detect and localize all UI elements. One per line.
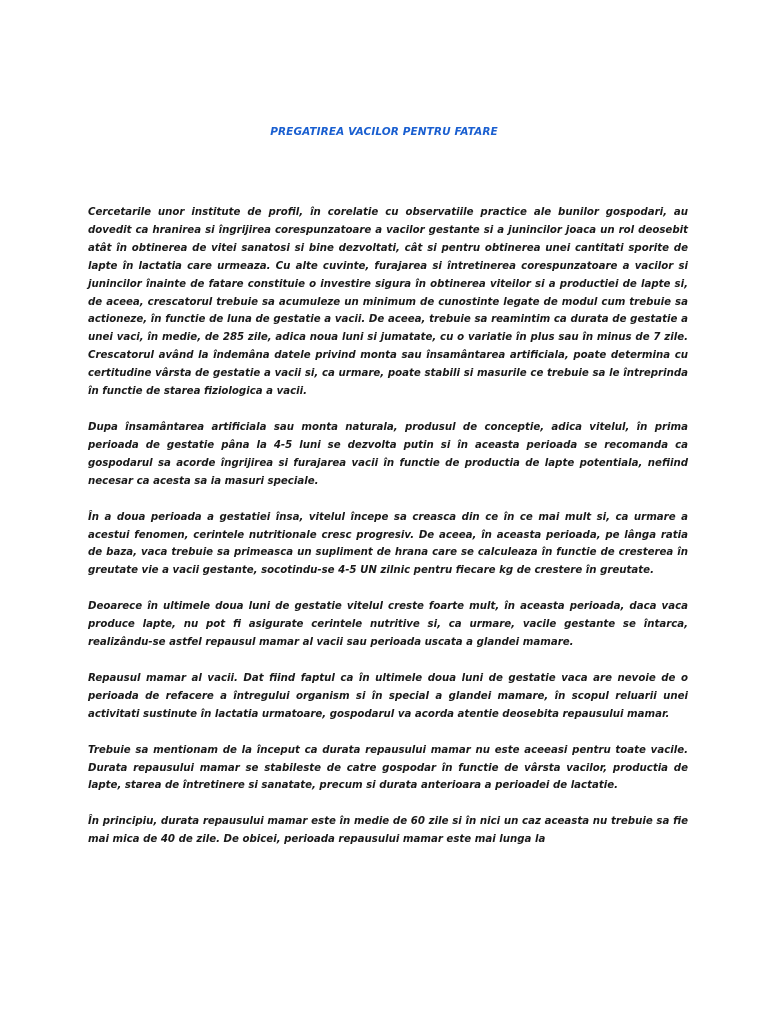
paragraph: Deoarece în ultimele doua luni de gestatie vitelul creste foarte mult, în aceasta perioada, daca vaca produce lapte, nu pot fi asigurate cerintele nutritive si, ca urmare, vacile gestante se întarca, realizându-se astfel repausul mamar al vacii sau perioada uscata a glandei mamare. [88,601,688,649]
paragraph: În a doua perioada a gestatiei însa, vitelul începe sa creasca din ce în ce mai mult si, ca urmare a acestui fenomen, cerintele nutritionale cresc progresiv. De aceea, în aceasta perioada, pe lânga ratia de baza, vaca trebuie sa primeasca un supliment de hrana care se calculeaza în functie de cresterea în greutate vie a vacii gestante, socotindu-se 4-5 UN zilnic pentru fiecare kg de crestere în greutate. [88,511,688,577]
paragraph: Repausul mamar al vacii. Dat fiind faptul ca în ultimele doua luni de gestatie vaca are nevoie de o perioada de refacere a întregului organism si în special a glandei mamare, în scopul reluarii unei activitati sustinute în lactatia urmatoare, gospodarul va acorda atentie deosebita repausului mamar. [88,672,688,720]
paragraph: Cercetarile unor institute de profil, în corelatie cu observatiile practice ale bunilor gospodari, au dovedit ca hranirea si îngrijirea corespunzatoare a vacilor gestante si a junincilor joaca un rol deosebit atât în obtinerea de vitei sanatosi si bine dezvoltati, cât si pentru obtinerea unei cantitati sporite de lapte în lactatia care urmeaza. Cu alte cuvinte, furajarea si întretinerea corespunzatoare a vacilor si junincilor înainte de fatare constituie o investire sigura în obtinerea viteilor si a productiei de lapte si, de aceea, crescatorul trebuie sa acumuleze un minimum de cunostinte legate de modul cum trebuie sa actioneze, în functie de luna de gestatie a vacii. De aceea, trebuie sa reamintim ca durata de gestatie a unei vaci, în medie, de 285 zile, adica noua luni si jumatate, cu o variatie în plus sau în minus de 7 zile. Crescatorul având la îndemâna datele privind monta sau însamântarea artificiala, poate determina cu certitudine vârsta de gestatie a vacii si, ca urmare, poate stabili si masurile ce trebuie sa le întreprinda în functie de starea fiziologica a vacii. [88,207,688,398]
document-title: PREGATIREA VACILOR PENTRU FATARE [270,126,498,138]
paragraph: În principiu, durata repausului mamar este în medie de 60 zile si în nici un caz aceasta nu trebuie sa fie mai mica de 40 de zile. De obicei, perioada repausului mamar este mai lunga la [88,816,688,846]
paragraph: Trebuie sa mentionam de la început ca durata repausului mamar nu este aceeasi pentru toate vacile. Durata repausului mamar se stabileste de catre gospodar în functie de vârsta vacilor, productia de lapte, starea de întretinere si sanatate, precum si durata anterioara a perioadei de lactatie. [88,744,688,792]
paragraph: Dupa însamântarea artificiala sau monta naturala, produsul de conceptie, adica vitelul, în prima perioada de gestatie pâna la 4-5 luni se dezvolta putin si în aceasta perioada se recomanda ca gospodarul sa acorde îngrijirea si furajarea vacii în functie de productia de lapte potentiala, nefiind necesar ca acesta sa ia masuri speciale. [88,421,688,487]
document-body [88,204,688,867]
